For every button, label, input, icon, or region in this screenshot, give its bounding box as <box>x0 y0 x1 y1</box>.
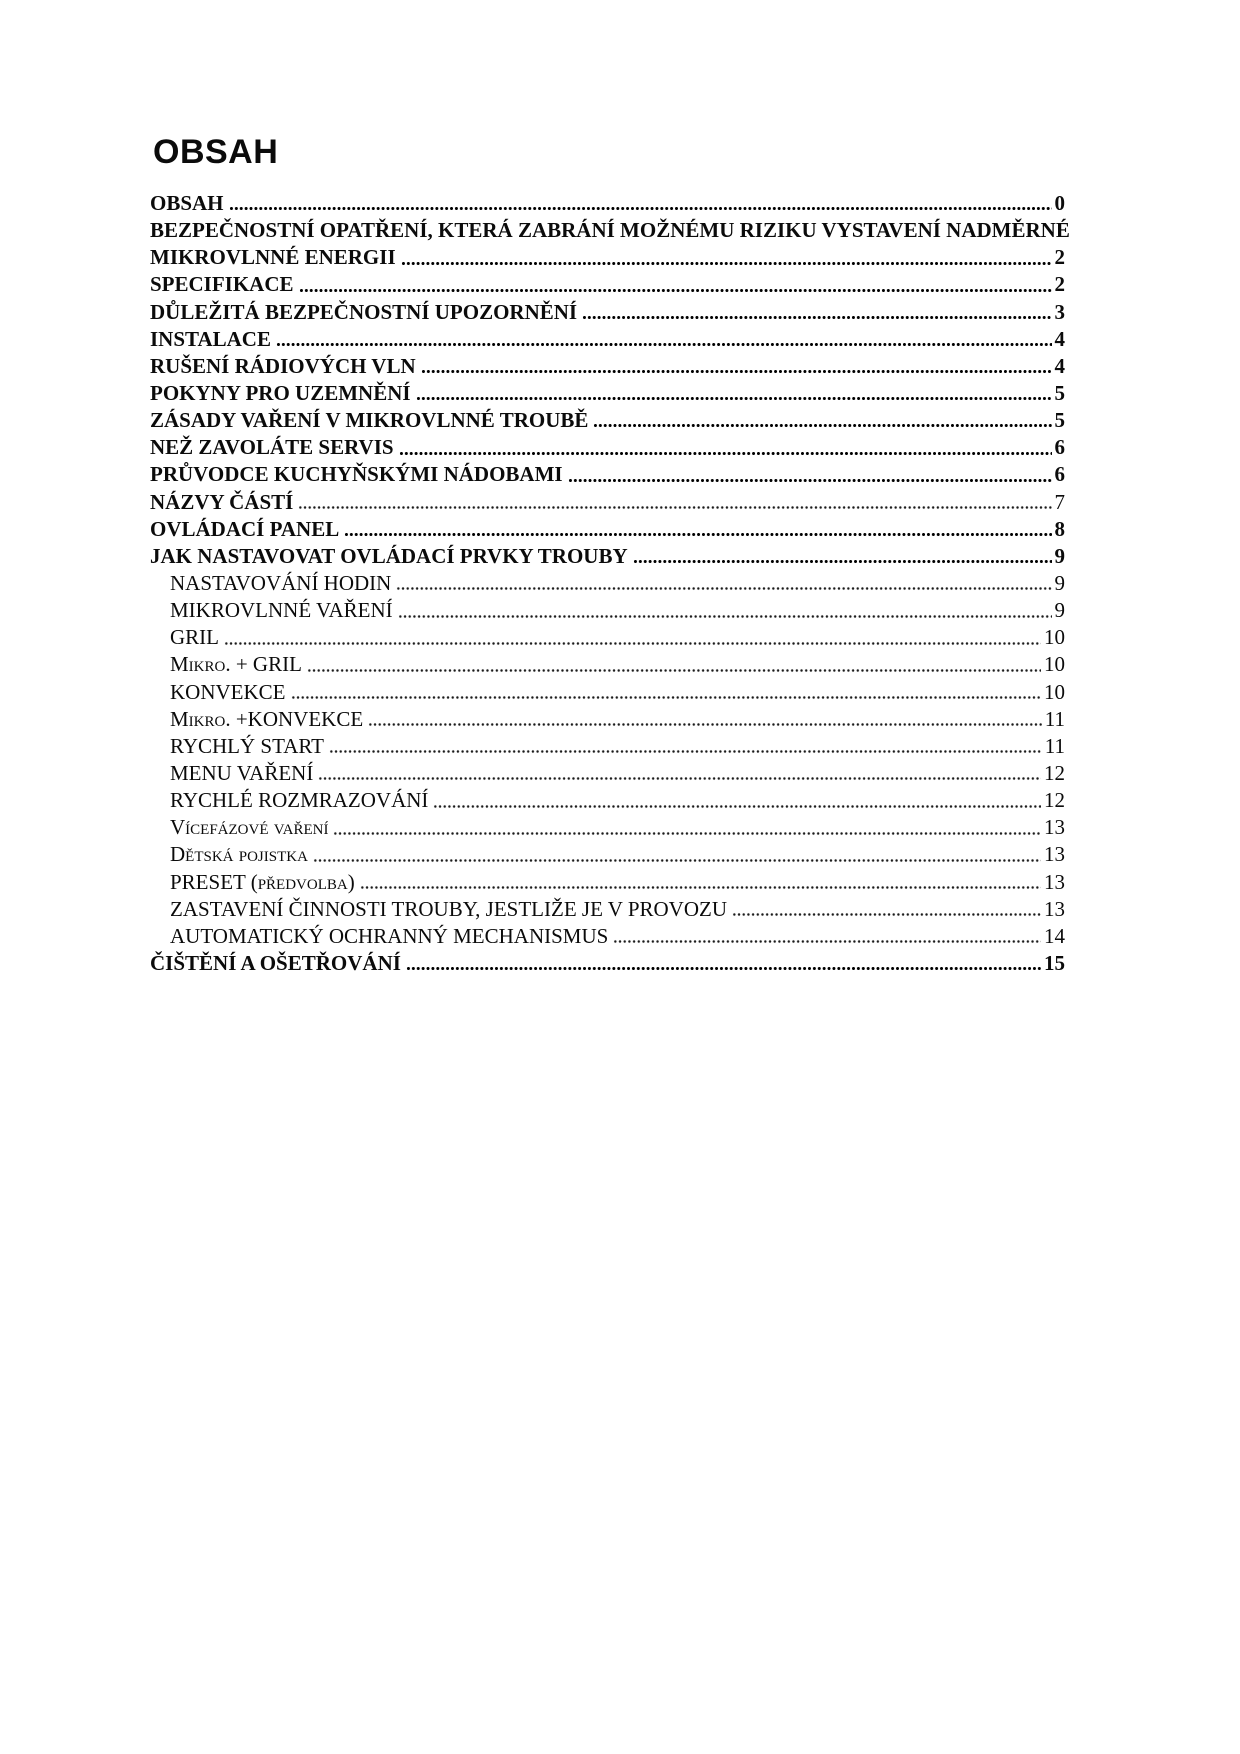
toc-entry-page-number: 13 <box>1044 869 1065 894</box>
toc-entry-label: RUŠENÍ RÁDIOVÝCH VLN <box>150 353 416 378</box>
page-title: OBSAH <box>153 133 279 171</box>
toc-entry <box>150 897 1065 924</box>
toc-entry-label: POKYNY PRO UZEMNĚNÍ <box>150 380 411 405</box>
dot-leader <box>224 625 1041 652</box>
dot-leader <box>368 707 1042 734</box>
toc-entry-label: Mikro. +KONVEKCE <box>170 706 364 731</box>
toc-entry-page-number: 2 <box>1054 245 1065 270</box>
toc-entry-label: Dětská pojistka <box>170 842 308 867</box>
toc-entry-label: RYCHLÉ ROZMRAZOVÁNÍ <box>170 788 429 813</box>
toc-entry-label: MENU VAŘENÍ <box>170 760 314 785</box>
dot-leader <box>406 951 1041 978</box>
toc-entry-page-number: 9 <box>1054 543 1065 568</box>
toc-entry-label: PRESET (předvolba) <box>170 869 355 894</box>
dot-leader <box>344 517 1051 544</box>
toc-entry-label: NÁZVY ČÁSTÍ <box>150 489 294 514</box>
dot-leader <box>229 191 1052 218</box>
dot-leader <box>582 300 1051 327</box>
dot-leader <box>401 245 1052 272</box>
toc-entry <box>150 734 1065 761</box>
dot-leader <box>333 815 1041 842</box>
dot-leader <box>329 734 1042 761</box>
dot-leader <box>313 842 1041 869</box>
toc-entry <box>150 951 1065 978</box>
toc-entry-page-number: 12 <box>1044 760 1065 785</box>
dot-leader <box>318 761 1041 788</box>
toc-entry-page-number: 3 <box>1054 299 1065 324</box>
toc-entry-page-number: 13 <box>1044 896 1065 921</box>
dot-leader <box>613 924 1041 951</box>
toc-entry-label: AUTOMATICKÝ OCHRANNÝ MECHANISMUS <box>170 923 609 948</box>
toc-entry-label: BEZPEČNOSTNÍ OPATŘENÍ, KTERÁ ZABRÁNÍ MOŽNÉMU RIZIKU VYSTAVENÍ NADMĚRNÉ <box>150 218 1070 243</box>
toc-entry-page-number: 5 <box>1054 408 1065 433</box>
toc-entry-page-number: 5 <box>1054 380 1065 405</box>
toc-entry <box>150 761 1065 788</box>
toc-entry-label: Vícefázové vaření <box>170 815 329 840</box>
toc-entry <box>150 435 1065 462</box>
dot-leader <box>416 381 1052 408</box>
toc-entry-page-number: 10 <box>1044 625 1065 650</box>
toc-entry-label: ZASTAVENÍ ČINNOSTI TROUBY, JESTLIŽE JE V PROVOZU <box>170 896 727 921</box>
toc-entry-label: INSTALACE <box>150 326 271 351</box>
toc-entry <box>150 625 1065 652</box>
dot-leader <box>276 327 1052 354</box>
toc-entry-label: NASTAVOVÁNÍ HODIN <box>170 570 392 595</box>
toc-entry-label: OBSAH <box>150 191 224 215</box>
toc-entry <box>150 381 1065 408</box>
toc-entry <box>150 272 1065 299</box>
toc-entry-label: MIKROVLNNÉ VAŘENÍ <box>170 598 393 623</box>
toc-entry-page-number: 9 <box>1054 570 1065 595</box>
toc-entry <box>150 815 1065 842</box>
toc-entry <box>150 652 1065 679</box>
toc-entry-label: SPECIFIKACE <box>150 272 294 297</box>
toc-entry-label: KONVEKCE <box>170 679 286 704</box>
toc-entry-label: DŮLEŽITÁ BEZPEČNOSTNÍ UPOZORNĚNÍ <box>150 299 578 324</box>
toc-entry-page-number: 4 <box>1054 353 1065 378</box>
dot-leader <box>307 652 1041 679</box>
toc-entry-page-number: 14 <box>1044 923 1065 948</box>
toc-entry <box>150 408 1065 435</box>
toc-entry-page-number: 9 <box>1054 598 1065 623</box>
dot-leader <box>299 272 1052 299</box>
dot-leader <box>398 598 1052 625</box>
dot-leader <box>633 544 1052 571</box>
toc-entry-page-number: 10 <box>1044 679 1065 704</box>
dot-leader <box>421 354 1052 381</box>
toc-entry-page-number: 13 <box>1044 842 1065 867</box>
toc-entry-label: MIKROVLNNÉ ENERGII <box>150 245 396 270</box>
toc-entry <box>150 517 1065 544</box>
toc-entry <box>150 598 1065 625</box>
dot-leader <box>433 788 1041 815</box>
toc-entry-page-number: 6 <box>1054 435 1065 460</box>
toc-entry <box>150 924 1065 951</box>
toc-entry-label: Mikro. + GRIL <box>170 652 302 677</box>
toc-entry-page-number: 12 <box>1044 788 1065 813</box>
toc-entry <box>150 218 1070 245</box>
toc-entry-page-number: 6 <box>1054 462 1065 487</box>
toc-entry <box>150 245 1065 272</box>
dot-leader <box>568 462 1052 489</box>
toc-entry <box>150 571 1065 598</box>
toc-entry <box>150 327 1065 354</box>
table-of-contents <box>150 191 1070 978</box>
dot-leader <box>360 870 1041 897</box>
toc-entry-label: JAK NASTAVOVAT OVLÁDACÍ PRVKY TROUBY <box>150 543 628 568</box>
toc-entry <box>150 707 1065 734</box>
toc-entry-page-number: 10 <box>1044 652 1065 677</box>
toc-entry-page-number: 2 <box>1054 272 1065 297</box>
toc-entry-label: ČIŠTĚNÍ A OŠETŘOVÁNÍ <box>150 950 401 975</box>
toc-entry <box>150 870 1065 897</box>
toc-entry-page-number: 7 <box>1054 489 1065 514</box>
dot-leader <box>732 897 1041 924</box>
toc-entry-label: RYCHLÝ START <box>170 733 324 758</box>
toc-entry-page-number: 11 <box>1044 706 1065 731</box>
toc-entry-label: OVLÁDACÍ PANEL <box>150 516 340 541</box>
dot-leader <box>593 408 1051 435</box>
toc-entry <box>150 544 1065 571</box>
dot-leader <box>291 680 1042 707</box>
toc-entry-page-number: 8 <box>1054 516 1065 541</box>
dot-leader <box>298 490 1051 517</box>
toc-entry-label: GRIL <box>170 625 219 650</box>
toc-entry <box>150 300 1065 327</box>
toc-entry-label: ZÁSADY VAŘENÍ V MIKROVLNNÉ TROUBĚ <box>150 408 589 433</box>
toc-entry <box>150 191 1065 218</box>
toc-entry-page-number: 4 <box>1054 326 1065 351</box>
toc-entry <box>150 680 1065 707</box>
toc-entry-label: PRŮVODCE KUCHYŇSKÝMI NÁDOBAMI <box>150 462 563 487</box>
dot-leader <box>396 571 1051 598</box>
toc-entry-label: NEŽ ZAVOLÁTE SERVIS <box>150 435 394 460</box>
toc-entry <box>150 462 1065 489</box>
dot-leader <box>399 435 1052 462</box>
toc-entry-page-number: 15 <box>1044 950 1065 975</box>
toc-entry-page-number: 13 <box>1044 815 1065 840</box>
toc-entry-page-number: 11 <box>1044 733 1065 758</box>
toc-entry <box>150 490 1065 517</box>
toc-entry-page-number: 0 <box>1054 191 1065 215</box>
toc-entry <box>150 842 1065 869</box>
toc-entry <box>150 354 1065 381</box>
toc-entry <box>150 788 1065 815</box>
